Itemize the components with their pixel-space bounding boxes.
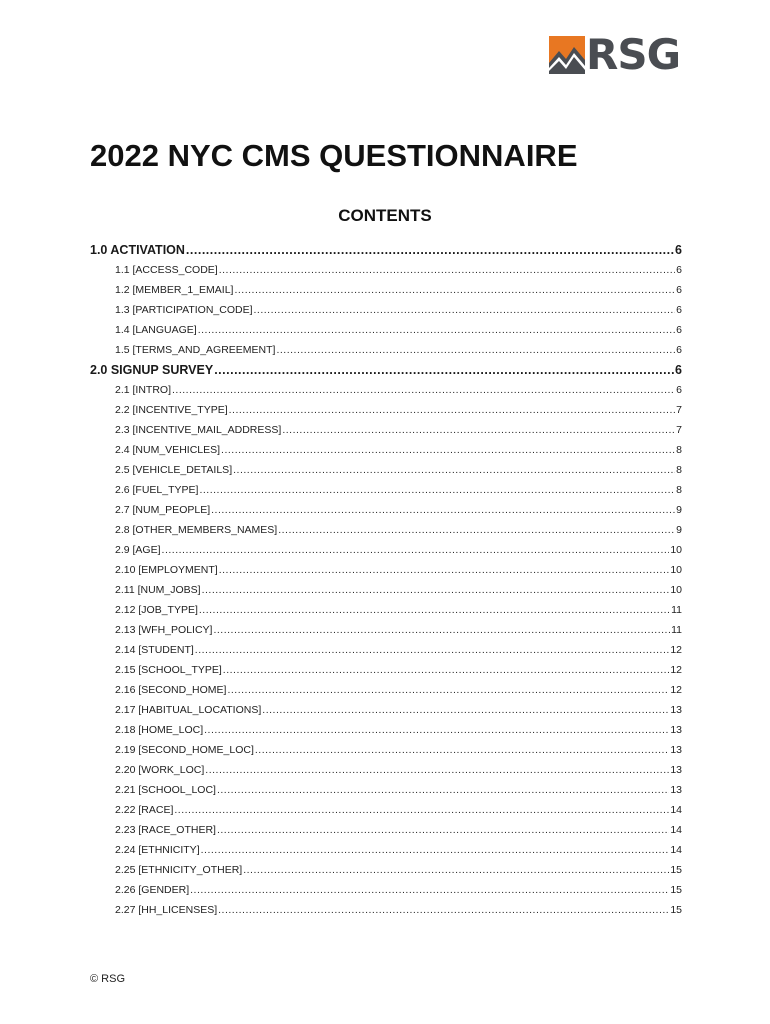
- toc-subsection-entry[interactable]: [115, 502, 682, 518]
- toc-page-number: 8: [676, 464, 682, 476]
- toc-subsection-entry[interactable]: [115, 262, 682, 278]
- toc-page-number: 15: [670, 884, 682, 896]
- toc-page-number: 14: [670, 824, 682, 836]
- toc-page-number: 13: [670, 764, 682, 776]
- toc-subsection-entry[interactable]: [115, 602, 682, 618]
- toc-dot-leader: [221, 442, 675, 458]
- toc-dot-leader: [195, 642, 670, 658]
- toc-subsection-entry[interactable]: [115, 482, 682, 498]
- toc-section-entry[interactable]: [90, 241, 682, 259]
- toc-entry-label: 2.25 [ETHNICITY_OTHER]: [115, 864, 243, 876]
- toc-entry-label: 2.21 [SCHOOL_LOC]: [115, 784, 216, 796]
- toc-dot-leader: [233, 462, 675, 478]
- toc-page-number: 9: [676, 504, 682, 516]
- toc-entry-label: 2.19 [SECOND_HOME_LOC]: [115, 744, 254, 756]
- toc-entry-label: 1.0 ACTIVATION: [90, 243, 185, 257]
- toc-entry-label: 2.12 [JOB_TYPE]: [115, 604, 198, 616]
- contents-heading: CONTENTS: [338, 206, 432, 225]
- toc-dot-leader: [204, 722, 669, 738]
- toc-entry-label: 2.10 [EMPLOYMENT]: [115, 564, 218, 576]
- toc-entry-label: 2.22 [RACE]: [115, 804, 174, 816]
- toc-entry-label: 1.3 [PARTICIPATION_CODE]: [115, 304, 253, 316]
- toc-page-number: 8: [676, 444, 682, 456]
- toc-subsection-entry[interactable]: [115, 522, 682, 538]
- toc-entry-label: 2.0 SIGNUP SURVEY: [90, 363, 214, 377]
- toc-dot-leader: [227, 682, 669, 698]
- toc-page-number: 6: [676, 264, 682, 276]
- toc-dot-leader: [205, 762, 669, 778]
- toc-subsection-entry[interactable]: [115, 422, 682, 438]
- toc-entry-label: 2.4 [NUM_VEHICLES]: [115, 444, 221, 456]
- toc-page-number: 15: [670, 864, 682, 876]
- toc-subsection-entry[interactable]: [115, 442, 682, 458]
- toc-entry-label: 2.14 [STUDENT]: [115, 644, 194, 656]
- toc-entry-label: 2.3 [INCENTIVE_MAIL_ADDRESS]: [115, 424, 282, 436]
- toc-dot-leader: [198, 322, 675, 338]
- toc-section-entry[interactable]: [90, 361, 682, 379]
- toc-dot-leader: [174, 802, 669, 818]
- toc-page-number: 6: [676, 384, 682, 396]
- toc-dot-leader: [190, 882, 669, 898]
- toc-entry-label: 2.1 [INTRO]: [115, 384, 172, 396]
- document-title: 2022 NYC CMS QUESTIONNAIRE: [90, 138, 578, 173]
- toc-page-number: 9: [676, 524, 682, 536]
- toc-entry-label: 2.24 [ETHNICITY]: [115, 844, 200, 856]
- toc-entry-label: 2.23 [RACE_OTHER]: [115, 824, 216, 836]
- toc-page-number: 10: [670, 564, 682, 576]
- toc-page-number: 7: [676, 404, 682, 416]
- toc-page-number: 6: [675, 243, 682, 257]
- toc-page-number: 6: [676, 284, 682, 296]
- toc-page-number: 8: [676, 484, 682, 496]
- toc-entry-label: 2.16 [SECOND_HOME]: [115, 684, 227, 696]
- toc-dot-leader: [255, 742, 669, 758]
- toc-dot-leader: [201, 842, 670, 858]
- mountain-logo-icon: [549, 36, 585, 74]
- toc-subsection-entry[interactable]: [115, 382, 682, 398]
- toc-dot-leader: [213, 622, 670, 638]
- toc-dot-leader: [199, 482, 675, 498]
- toc-page-number: 14: [670, 804, 682, 816]
- toc-subsection-entry[interactable]: [115, 702, 682, 718]
- toc-dot-leader: [202, 582, 670, 598]
- toc-subsection-entry[interactable]: [115, 542, 682, 558]
- toc-page-number: 10: [670, 584, 682, 596]
- rsg-logo: [549, 30, 681, 79]
- toc-page-number: 10: [670, 544, 682, 556]
- toc-dot-leader: [219, 262, 675, 278]
- toc-entry-label: 2.5 [VEHICLE_DETAILS]: [115, 464, 233, 476]
- toc-page-number: 6: [676, 304, 682, 316]
- toc-page-number: 6: [675, 363, 682, 377]
- toc-page-number: 11: [671, 624, 682, 636]
- toc-entry-label: 2.26 [GENDER]: [115, 884, 190, 896]
- toc-page-number: 13: [670, 784, 682, 796]
- toc-subsection-entry[interactable]: [115, 322, 682, 338]
- toc-dot-leader: [162, 542, 670, 558]
- toc-entry-label: 2.6 [FUEL_TYPE]: [115, 484, 199, 496]
- toc-page-number: 13: [670, 724, 682, 736]
- toc-subsection-entry[interactable]: [115, 402, 682, 418]
- toc-dot-leader: [282, 422, 675, 438]
- toc-subsection-entry[interactable]: [115, 562, 682, 578]
- toc-dot-leader: [254, 302, 676, 318]
- toc-subsection-entry[interactable]: [115, 682, 682, 698]
- toc-subsection-entry[interactable]: [115, 822, 682, 838]
- toc-entry-label: 1.1 [ACCESS_CODE]: [115, 264, 218, 276]
- toc-page-number: 7: [676, 424, 682, 436]
- toc-dot-leader: [278, 522, 675, 538]
- toc-dot-leader: [234, 282, 675, 298]
- toc-dot-leader: [243, 862, 669, 878]
- toc-entry-label: 2.2 [INCENTIVE_TYPE]: [115, 404, 228, 416]
- toc-entry-label: 2.8 [OTHER_MEMBERS_NAMES]: [115, 524, 278, 536]
- toc-dot-leader: [218, 902, 669, 918]
- toc-subsection-entry[interactable]: [115, 782, 682, 798]
- toc-entry-label: 2.18 [HOME_LOC]: [115, 724, 204, 736]
- toc-entry-label: 1.2 [MEMBER_1_EMAIL]: [115, 284, 234, 296]
- toc-subsection-entry[interactable]: [115, 302, 682, 318]
- toc-dot-leader: [199, 602, 670, 618]
- toc-subsection-entry[interactable]: [115, 722, 682, 738]
- toc-subsection-entry[interactable]: [115, 622, 682, 638]
- toc-dot-leader: [229, 402, 676, 418]
- toc-dot-leader: [219, 562, 670, 578]
- toc-subsection-entry[interactable]: [115, 582, 682, 598]
- toc-entry-label: 2.11 [NUM_JOBS]: [115, 584, 201, 596]
- toc-dot-leader: [172, 382, 675, 398]
- toc-entry-label: 2.20 [WORK_LOC]: [115, 764, 205, 776]
- toc-page-number: 6: [676, 344, 682, 356]
- toc-page-number: 6: [676, 324, 682, 336]
- toc-page-number: 15: [670, 904, 682, 916]
- toc-dot-leader: [217, 822, 669, 838]
- toc-subsection-entry[interactable]: [115, 742, 682, 758]
- toc-entry-label: 1.4 [LANGUAGE]: [115, 324, 197, 336]
- toc-dot-leader: [214, 361, 674, 379]
- toc-subsection-entry[interactable]: [115, 462, 682, 478]
- toc-subsection-entry[interactable]: [115, 762, 682, 778]
- toc-page-number: 12: [670, 664, 682, 676]
- footer-copyright: © RSG: [90, 973, 125, 985]
- toc-subsection-entry[interactable]: [115, 842, 682, 858]
- toc-subsection-entry[interactable]: [115, 802, 682, 818]
- toc-page-number: 12: [670, 644, 682, 656]
- toc-subsection-entry[interactable]: [115, 642, 682, 658]
- toc-page-number: 11: [671, 604, 682, 616]
- toc-subsection-entry[interactable]: [115, 282, 682, 298]
- logo-text: RSG: [586, 30, 681, 79]
- toc-entry-label: 2.9 [AGE]: [115, 544, 161, 556]
- toc-entry-label: 2.15 [SCHOOL_TYPE]: [115, 664, 222, 676]
- toc-subsection-entry[interactable]: [115, 882, 682, 898]
- toc-entry-label: 2.27 [HH_LICENSES]: [115, 904, 218, 916]
- toc-dot-leader: [186, 241, 674, 259]
- toc-dot-leader: [223, 662, 670, 678]
- toc-page-number: 13: [670, 704, 682, 716]
- toc-subsection-entry[interactable]: [115, 862, 682, 878]
- toc-page-number: 14: [670, 844, 682, 856]
- toc-page-number: 13: [670, 744, 682, 756]
- toc-dot-leader: [262, 702, 669, 718]
- toc-subsection-entry[interactable]: [115, 342, 682, 358]
- toc-entry-label: 2.13 [WFH_POLICY]: [115, 624, 213, 636]
- toc-page-number: 12: [670, 684, 682, 696]
- toc-subsection-entry[interactable]: [115, 662, 682, 678]
- toc-entry-label: 1.5 [TERMS_AND_AGREEMENT]: [115, 344, 276, 356]
- toc-dot-leader: [276, 342, 675, 358]
- toc-dot-leader: [211, 502, 675, 518]
- toc-entry-label: 2.17 [HABITUAL_LOCATIONS]: [115, 704, 262, 716]
- toc-entry-label: 2.7 [NUM_PEOPLE]: [115, 504, 211, 516]
- toc-subsection-entry[interactable]: [115, 902, 682, 918]
- toc-dot-leader: [217, 782, 669, 798]
